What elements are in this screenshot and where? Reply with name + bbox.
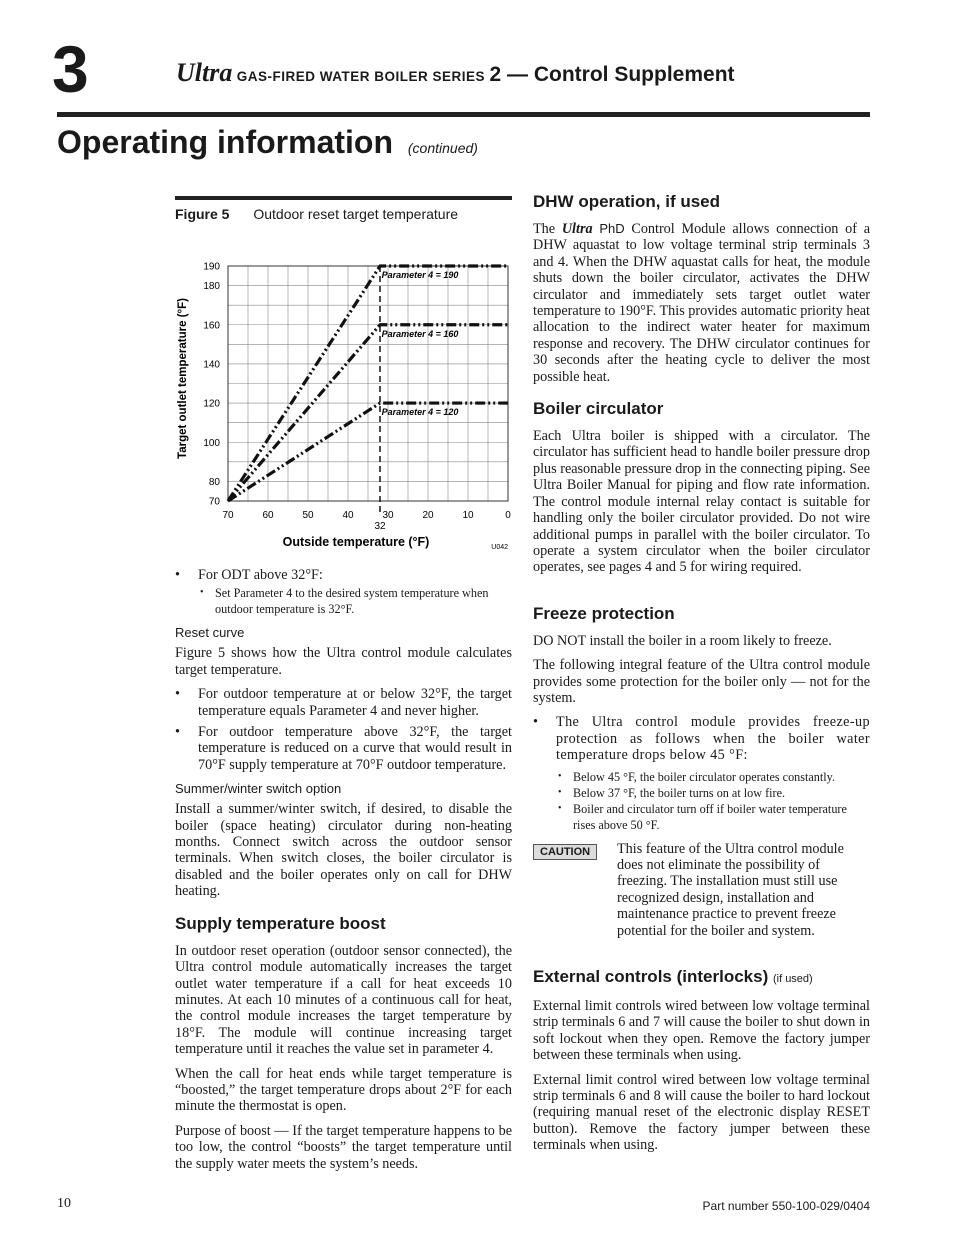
y-tick-label: 180 <box>203 281 220 293</box>
page-title-text: Operating information <box>57 124 393 160</box>
left-column <box>175 196 512 1180</box>
summer-winter-text: Install a summer/winter switch, if desired, to disable the boiler (space heating) circulator during non-heating months. Connect switch across the outdoor sensor terminals. When switch closes, the boiler circulator is disabled and the boiler operates only on call for DHW heating. <box>175 801 512 900</box>
boost-paragraph-1: In outdoor reset operation (outdoor sensor connected), the Ultra control module automatically increases the target outlet water temperature if a call for heat exceeds 10 minutes. At each 10 minutes of a continuous call for heat, the control module increases the target temperature by 18°F. The module will continue increasing target temperature until it reaches the value set in parameter 4. <box>175 942 512 1058</box>
odt-list <box>175 567 512 583</box>
page-number: 10 <box>57 1196 71 1211</box>
odt-sub-bullet: • Set Parameter 4 to the desired system temperature when outdoor temperature is 32°F. <box>198 585 512 617</box>
freeze-sub-1: • Below 45 °F, the boiler circulator operates constantly. <box>556 769 870 785</box>
y-tick-label: 70 <box>208 496 220 508</box>
part-number: Part number 550-100-029/0404 <box>702 1199 870 1213</box>
figure-caption <box>175 206 512 222</box>
external-controls-heading <box>533 967 870 989</box>
y-tick-label: 160 <box>203 320 220 332</box>
outdoor-reset-chart <box>175 224 512 554</box>
x-tick-label: 50 <box>302 510 314 521</box>
boost-paragraph-2: When the call for heat ends while target temperature is “boosted,” the target temperature drops about 2°F for each minute the thermostat is open. <box>175 1065 512 1115</box>
right-column <box>533 192 870 1162</box>
series-label: Parameter 4 = 160 <box>381 328 459 339</box>
page-header <box>176 58 735 88</box>
y-axis-label: Target outlet temperature (°F) <box>177 298 189 459</box>
x-tick-label: 10 <box>462 510 474 521</box>
reset-bullet-2: • For outdoor temperature above 32°F, the target temperature is reduced on a curve that would result in 70°F supply temperature at 70°F outdoor temperature. <box>175 724 512 773</box>
page-title <box>57 124 478 161</box>
figure-rule <box>175 196 512 200</box>
freeze-bullet: • The Ultra control module provides freeze-up protection as follows when the boiler water temperature drops below 45 °F: <box>533 714 870 763</box>
marker-label: 32 <box>374 521 386 532</box>
caution-text: This feature of the Ultra control module does not eliminate the possibility of freezing. The installation must still use recognized design, installation and maintenance practice to prevent freeze potential for the boiler and system. <box>617 840 844 939</box>
external-paragraph-1: External limit controls wired between low voltage terminal strip terminals 6 and 7 will cause the boiler to shut down in soft lockout when they open. Remove the factory jumper between these terminals when using. <box>533 998 870 1064</box>
x-tick-label: 20 <box>422 510 434 521</box>
y-tick-label: 140 <box>203 359 220 371</box>
odt-bullet: • For ODT above 32°F: <box>175 567 512 583</box>
dhw-brand-logo: Ultra <box>561 221 593 237</box>
series-title: GAS-FIRED WATER BOILER SERIES <box>236 69 486 84</box>
brand-logo: Ultra <box>176 58 233 87</box>
y-tick-label: 80 <box>208 476 220 488</box>
figure-caption-text: Outdoor reset target temperature <box>253 206 459 222</box>
chapter-number: 3 <box>52 32 89 106</box>
odt-sublist <box>198 585 512 617</box>
caution-label: CAUTION <box>533 844 597 860</box>
x-tick-label: 0 <box>505 510 511 521</box>
freeze-sub-3: • Boiler and circulator turn off if boiler water temperature rises above 50 °F. <box>556 801 870 833</box>
x-axis-label: Outside temperature (°F) <box>282 535 430 549</box>
freeze-sub-2: • Below 37 °F, the boiler turns on at low fire. <box>556 785 870 801</box>
freeze-heading: Freeze protection <box>533 603 675 623</box>
supplement-title: 2 — Control Supplement <box>489 63 735 86</box>
reset-bullet-1: • For outdoor temperature at or below 32°F, the target temperature equals Parameter 4 and never higher. <box>175 686 512 719</box>
series-label: Parameter 4 = 120 <box>381 407 459 418</box>
x-tick-label: 40 <box>342 510 354 521</box>
dhw-heading: DHW operation, if used <box>533 192 720 211</box>
figure-label: Figure 5 <box>175 206 230 222</box>
reset-curve-list <box>175 686 512 773</box>
circulator-text: Each Ultra boiler is shipped with a circulator. The circulator has sufficient head to handle boiler pressure drop plus reasonable pressure drop in the connecting piping. See Ultra Boiler Manual for piping and flow rate information. The control module internal relay contact is suitable for handling only the boiler circulator provided. Do not wire additional pumps in parallel with the boiler circulator. To operate a system circulator when the boiler circulator operates, see pages 4 and 5 for wiring required. <box>533 428 870 576</box>
x-tick-label: 70 <box>222 510 234 521</box>
dhw-text <box>533 221 870 385</box>
circulator-heading: Boiler circulator <box>533 399 664 419</box>
caution-box <box>533 841 870 947</box>
boost-paragraph-3: Purpose of boost — If the target temperature happens to be too low, the control “boosts” the target temperature until the supply water meets the system’s needs. <box>175 1122 512 1172</box>
reset-curve-heading: Reset curve <box>175 625 245 641</box>
freeze-list <box>533 714 870 763</box>
header-rule <box>57 112 870 117</box>
dhw-phd: PhD <box>599 221 625 236</box>
x-tick-label: 60 <box>262 510 274 521</box>
y-tick-label: 100 <box>203 437 220 449</box>
freeze-paragraph-2: The following integral feature of the Ultra control module provides some protection for the boiler only — not for the system. <box>533 657 870 706</box>
summer-winter-heading: Summer/winter switch option <box>175 781 342 797</box>
freeze-sublist <box>556 769 870 833</box>
y-tick-label: 120 <box>203 398 220 410</box>
x-tick-label: 30 <box>382 510 394 521</box>
dhw-body: Control Module allows connection of a DHW aquastat to low voltage terminal strip terminals 3 and 4. When the DHW aquastat calls for heat, the module shuts down the boiler circulator, activates the DHW circulator and immediately sets target outlet water temperature to 190°F. This provides automatic priority heat allocation to the indirect water heater for maximum response and recovery. The DHW circulator continues for 30 seconds after the heating cycle to deliver the most possible heat. <box>533 221 870 385</box>
dhw-the: The <box>533 221 556 237</box>
boost-heading: Supply temperature boost <box>175 913 386 933</box>
figure-code: U042 <box>491 544 508 551</box>
series-label: Parameter 4 = 190 <box>381 270 459 280</box>
page-title-note: (continued) <box>407 140 478 156</box>
y-tick-label: 190 <box>203 261 220 273</box>
external-controls-note: (if used) <box>772 973 813 985</box>
reset-curve-text: Figure 5 shows how the Ultra control module calculates target temperature. <box>175 645 512 678</box>
external-controls-title: External controls (interlocks) <box>533 967 769 986</box>
freeze-paragraph-1: DO NOT install the boiler in a room likely to freeze. <box>533 632 832 649</box>
external-paragraph-2: External limit control wired between low voltage terminal strip terminals 6 and 8 will cause the boiler to hard lockout (requiring manual reset of the electronic display RESET button). Remove the factory jumper between these terminals when using. <box>533 1071 870 1154</box>
